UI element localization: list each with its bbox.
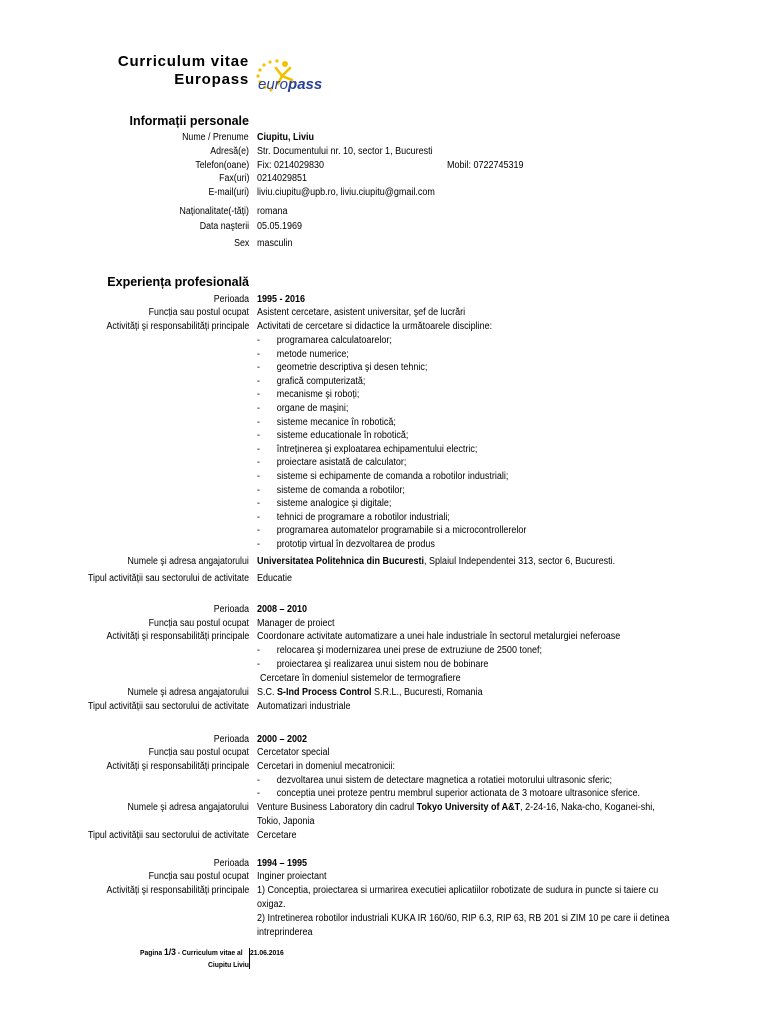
job1-sector: Educatie <box>257 573 293 584</box>
footer-name: Ciupitu Liviu <box>208 960 249 969</box>
job3-activities: Cercetari in domeniul mecatronicii: <box>257 761 396 772</box>
job4-activities-line3: 2) Intretinerea robotilor industriali KUKA IR 160/60, RIP 6.3, RIP 63, RB 201 si ZIM 10 pe care ii detinea <box>257 913 670 924</box>
label-address: Adresă(e) <box>210 146 249 157</box>
cv-subtitle: Europass <box>174 71 249 88</box>
job2-period-label: Perioada <box>213 604 249 615</box>
label-phone: Telefon(oane) <box>195 160 249 171</box>
label-fax: Fax(uri) <box>218 173 249 184</box>
job2-position-label: Funcția sau postul ocupat <box>148 618 249 629</box>
job2-bullet-2: - proiectarea şi realizarea unui sistem nou de bobinare <box>257 659 489 670</box>
job1-employer-name: Universitatea Politehnica din Bucuresti <box>257 556 425 567</box>
job1-bullet-text: sisteme de comanda a robotilor; <box>276 484 405 496</box>
job1-bullet-item: - grafică computerizată; <box>257 375 366 387</box>
job2-employer-prefix: S.C. <box>257 687 278 698</box>
job1-bullet-text: sisteme analogice şi digitale; <box>276 498 392 510</box>
job1-bullet-item: - sisteme educationale în robotică; <box>257 430 409 442</box>
job1-bullet-text: metode numerice; <box>276 348 349 360</box>
footer-page-number: 1/3 <box>164 947 176 958</box>
value-name: Ciupitu, Liviu <box>257 132 314 143</box>
job2-sector-label: Tipul activității sau sectorului de activitate <box>87 701 249 712</box>
job1-bullet-item: - geometrie descriptiva şi desen tehnic; <box>257 362 428 374</box>
footer-date: 21.06.2016 <box>250 948 284 957</box>
job1-period-label: Perioada <box>213 294 249 305</box>
job3-employer-label: Numele şi adresa angajatorului <box>127 802 249 813</box>
job4-period-label: Perioada <box>213 858 249 869</box>
job4-period: 1994 – 1995 <box>257 858 308 869</box>
label-email: E-mail(uri) <box>208 187 249 198</box>
job1-bullet-item: - prototip virtual în dezvoltarea de produs <box>257 539 435 550</box>
job1-employer <box>257 555 615 568</box>
job1-bullet-text: proiectare asistată de calculator; <box>276 457 407 469</box>
job2-employer-label: Numele şi adresa angajatorului <box>127 687 249 698</box>
job2-bullet-1: - relocarea şi modernizarea unei prese de extruziune de 2500 tonef; <box>257 645 542 656</box>
job2-employer-address: S.R.L., Bucuresti, Romania <box>371 687 483 698</box>
job3-employer-line2: Tokio, Japonia <box>257 816 315 827</box>
job1-bullet-text: tehnici de programare a robotilor industriali; <box>276 511 450 523</box>
logo-pass-text: pass <box>288 76 323 93</box>
job2-activities-label: Activități şi responsabilități principale <box>106 631 249 642</box>
job3-activities-label: Activități şi responsabilități principale <box>106 761 249 772</box>
job2-employer <box>257 686 483 699</box>
job1-bullet-text: programarea automatelor programabile si a microcontrollerelor <box>276 525 527 537</box>
job4-position-label: Funcția sau postul ocupat <box>148 871 249 882</box>
job1-employer-label: Numele şi adresa angajatorului <box>127 556 249 567</box>
footer-divider <box>249 948 250 969</box>
job1-bullet-text: sisteme si echipamente de comanda a robotilor industriali; <box>276 471 509 482</box>
logo-euro-text: euro <box>258 76 289 93</box>
experience-heading: Experiența profesională <box>107 275 249 289</box>
job1-bullet-item: - proiectare asistată de calculator; <box>257 457 407 469</box>
job2-sector: Automatizari industriale <box>257 701 351 712</box>
job4-activities-line1: 1) Conceptia, proiectarea si urmarirea executiei aplicatiilor robotizate de sudura in puncte si taiere cu <box>257 885 659 896</box>
job2-bullet-1-text: relocarea şi modernizarea unei prese de extruziune de 2500 tonef; <box>276 645 542 656</box>
job2-activities: Coordonare activitate automatizare a unei hale industriale în sectorul metalurgiei neferoase <box>257 631 621 642</box>
job1-bullet-text: sisteme mecanice în robotică; <box>276 416 396 428</box>
job1-bullet-text: întreținerea şi exploatarea echipamentului electric; <box>276 443 478 455</box>
job3-employer <box>257 801 655 814</box>
job1-bullet-text: programarea calculatoarelor; <box>276 335 392 346</box>
job1-bullet-item: - programarea calculatoarelor; <box>257 335 392 346</box>
job4-activities-line4: intreprinderea <box>257 927 313 938</box>
job2-activities-2: Cercetare în domeniul sistemelor de termografiere <box>260 673 461 684</box>
job2-position: Manager de proiect <box>257 618 335 629</box>
job1-position: Asistent cercetare, asistent universitar, şef de lucrări <box>257 307 466 318</box>
job1-bullet-item: - metode numerice; <box>257 348 349 360</box>
europass-logo <box>252 54 332 98</box>
job1-sector-label: Tipul activității sau sectorului de activitate <box>87 573 249 584</box>
value-email[interactable]: liviu.ciupitu@upb.ro, liviu.ciupitu@gmail.com <box>257 187 435 198</box>
job3-employer-address: , 2-24-16, Naka-cho, Koganei-shi, <box>520 802 655 813</box>
job3-sector: Cercetare <box>257 830 297 841</box>
value-mobile: Mobil: 0722745319 <box>447 160 524 171</box>
job1-bullet-item: - sisteme analogice şi digitale; <box>257 498 392 510</box>
job2-employer-name: S-Ind Process Control <box>277 687 372 698</box>
label-sex: Sex <box>233 238 249 249</box>
value-phone: Fix: 0214029830 <box>257 160 325 171</box>
job1-bullet-text: sisteme educationale în robotică; <box>276 430 409 442</box>
job3-bullet-1-text: dezvoltarea unui sistem de detectare magnetica a rotatiei motorului ultrasonic sferic; <box>276 775 612 786</box>
job2-period: 2008 – 2010 <box>257 604 308 615</box>
job4-activities-label: Activități şi responsabilități principale <box>106 885 249 896</box>
job1-bullet-item: - organe de maşini; <box>257 403 349 414</box>
job1-bullet-item: - mecanisme şi roboți; <box>257 389 360 401</box>
job3-period-label: Perioada <box>213 734 249 745</box>
footer-page-suffix: - Curriculum vitae al <box>175 948 243 957</box>
job1-activities: Activitati de cercetare si didactice la următoarele discipline: <box>257 321 493 332</box>
job1-bullet-item: - programarea automatelor programabile si a microcontrollerelor <box>257 525 527 537</box>
job1-bullet-text: grafică computerizată; <box>276 375 366 387</box>
job1-bullet-text: organe de maşini; <box>276 403 349 414</box>
job1-employer-address: , Splaiul Independentei 313, sector 6, Bucuresti. <box>424 556 616 567</box>
job1-bullet-item: - întreținerea şi exploatarea echipamentului electric; <box>257 443 478 455</box>
job1-period: 1995 - 2016 <box>257 294 306 305</box>
job3-period: 2000 – 2002 <box>257 734 308 745</box>
job4-activities-line2: oxigaz. <box>257 899 286 910</box>
value-address: Str. Documentului nr. 10, sector 1, Bucuresti <box>257 146 433 157</box>
label-nationality: Naționalitate(-tăți) <box>179 206 249 217</box>
job1-bullet-item: - sisteme mecanice în robotică; <box>257 416 396 428</box>
job1-bullet-item: - sisteme si echipamente de comanda a robotilor industriali; <box>257 471 509 482</box>
job3-bullet-2-text: conceptia unei proteze pentru membrul superior actionata de 3 motoare ultrasonice sferice. <box>276 788 641 799</box>
value-fax: 0214029851 <box>257 173 308 184</box>
job1-bullet-text: geometrie descriptiva şi desen tehnic; <box>276 362 428 374</box>
footer-page-prefix: Pagina <box>140 948 165 957</box>
job1-position-label: Funcția sau postul ocupat <box>148 307 249 318</box>
job4-position: Inginer proiectant <box>257 871 327 882</box>
job3-position-label: Funcția sau postul ocupat <box>148 747 249 758</box>
job3-bullet-2: - conceptia unei proteze pentru membrul superior actionata de 3 motoare ultrasonice sferice. <box>257 788 641 799</box>
job3-employer-name: Tokyo University of A&T <box>416 802 521 813</box>
job3-position: Cercetator special <box>257 747 330 758</box>
value-birthdate: 05.05.1969 <box>257 221 303 232</box>
value-nationality: romana <box>257 206 288 217</box>
label-birthdate: Data naşterii <box>199 221 249 232</box>
job1-bullet-item: - tehnici de programare a robotilor industriali; <box>257 511 450 523</box>
job1-bullet-text: prototip virtual în dezvoltarea de produs <box>276 539 435 550</box>
personal-heading: Informații personale <box>129 114 249 128</box>
job1-activities-label: Activități şi responsabilități principale <box>106 321 249 332</box>
job1-bullet-item: - sisteme de comanda a robotilor; <box>257 484 405 496</box>
job3-sector-label: Tipul activității sau sectorului de activitate <box>87 830 249 841</box>
label-name: Nume / Prenume <box>182 132 249 143</box>
value-sex: masculin <box>257 238 293 249</box>
job3-bullet-1: - dezvoltarea unui sistem de detectare magnetica a rotatiei motorului ultrasonic sferic; <box>257 775 612 786</box>
job3-employer-prefix: Venture Business Laboratory din cadrul <box>257 802 417 813</box>
job1-bullet-text: mecanisme şi roboți; <box>276 389 360 401</box>
job2-bullet-2-text: proiectarea şi realizarea unui sistem nou de bobinare <box>276 659 489 670</box>
cv-title: Curriculum vitae <box>117 53 249 70</box>
